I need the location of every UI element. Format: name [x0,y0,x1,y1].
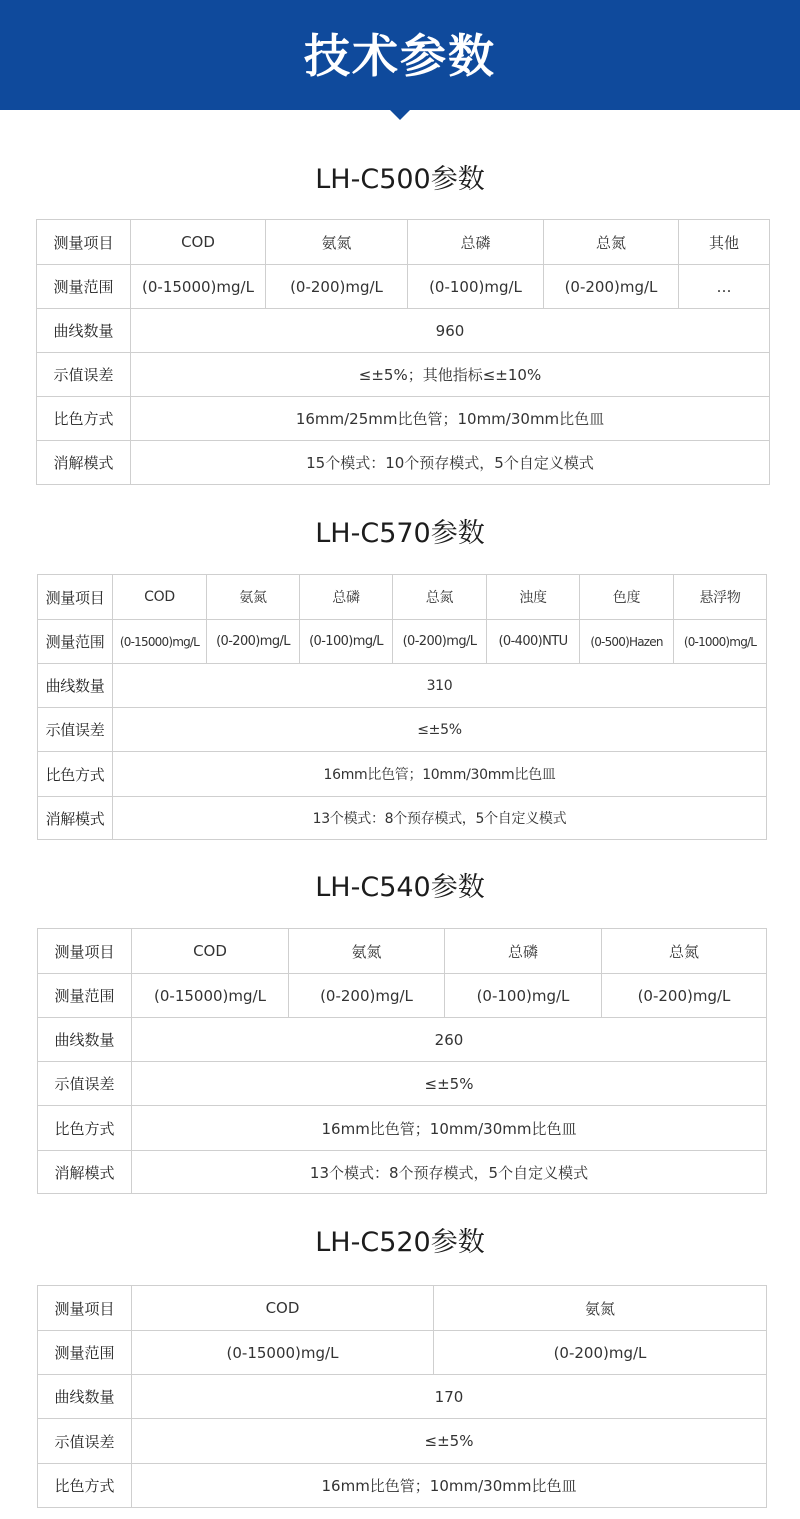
table-row [37,441,770,485]
spec-table-c570 [37,574,767,840]
table-row [37,397,770,441]
page-title: 技术参数 [304,29,496,83]
item-cell: 氨氮 [289,929,445,974]
row-label: 测量项目 [38,575,113,620]
item-cell: 总磷 [445,929,602,974]
row-label: 比色方式 [38,1464,132,1508]
row-label: 比色方式 [38,1106,132,1151]
range-cell: (0-100)mg/L [445,974,602,1018]
section-title-c570: LH-C570参数 [315,518,485,549]
item-cell: 氨氮 [434,1286,767,1331]
row-label: 测量范围 [38,620,113,664]
table-row [37,220,770,265]
item-cell: 浊度 [487,575,580,620]
row-label: 示值误差 [38,708,113,752]
range-cell: … [679,265,770,309]
colorimetry-value: 16mm比色管；10mm/30mm比色皿 [132,1464,767,1508]
table-row [38,1464,767,1508]
curves-value: 260 [132,1018,767,1062]
row-label: 测量项目 [37,220,131,265]
colorimetry-value: 16mm比色管；10mm/30mm比色皿 [132,1106,767,1151]
row-label: 示值误差 [37,353,131,397]
table-row [38,1018,767,1062]
row-label: 测量范围 [38,1331,132,1375]
row-label: 测量项目 [38,929,132,974]
row-label: 曲线数量 [38,1375,132,1419]
range-cell: (0-15000)mg/L [131,265,266,309]
error-value: ≤±5%；其他指标≤±10% [131,353,770,397]
section-title-c540: LH-C540参数 [315,872,485,903]
row-label: 测量范围 [38,974,132,1018]
table-row [38,1151,767,1194]
error-value: ≤±5% [113,708,767,752]
table-row [38,1331,767,1375]
range-cell: (0-200)mg/L [544,265,679,309]
item-cell: COD [132,929,289,974]
colorimetry-value: 16mm/25mm比色管；10mm/30mm比色皿 [131,397,770,441]
item-cell: 色度 [580,575,674,620]
section-title-c500: LH-C500参数 [315,164,485,195]
range-cell: (0-200)mg/L [393,620,487,664]
digestion-value: 13个模式：8个预存模式，5个自定义模式 [132,1151,767,1194]
table-row [38,974,767,1018]
row-label: 比色方式 [38,752,113,797]
range-cell: (0-200)mg/L [266,265,408,309]
curves-value: 960 [131,309,770,353]
item-cell: 氨氮 [266,220,408,265]
range-cell: (0-1000)mg/L [674,620,767,664]
section-title-c520: LH-C520参数 [315,1227,485,1258]
row-label: 消解模式 [38,797,113,840]
row-label: 示值误差 [38,1419,132,1464]
item-cell: COD [132,1286,434,1331]
table-row [38,797,767,840]
banner-pointer [388,108,412,120]
range-cell: (0-100)mg/L [408,265,544,309]
range-cell: (0-15000)mg/L [113,620,207,664]
table-row [37,309,770,353]
colorimetry-value: 16mm比色管；10mm/30mm比色皿 [113,752,767,797]
row-label: 比色方式 [37,397,131,441]
spec-table-c540 [37,928,767,1194]
spec-table-c520 [37,1285,767,1508]
row-label: 示值误差 [38,1062,132,1106]
range-cell: (0-200)mg/L [289,974,445,1018]
table-row [38,1106,767,1151]
digestion-value: 13个模式：8个预存模式，5个自定义模式 [113,797,767,840]
row-label: 测量范围 [37,265,131,309]
item-cell: 总氮 [544,220,679,265]
row-label: 测量项目 [38,1286,132,1331]
range-cell: (0-500)Hazen [580,620,674,664]
error-value: ≤±5% [132,1062,767,1106]
error-value: ≤±5% [132,1419,767,1464]
curves-value: 310 [113,664,767,708]
range-cell: (0-400)NTU [487,620,580,664]
range-cell: (0-15000)mg/L [132,1331,434,1375]
header-banner [0,0,800,110]
item-cell: 总磷 [300,575,393,620]
table-row [38,752,767,797]
table-row [38,708,767,752]
row-label: 曲线数量 [38,1018,132,1062]
table-row [38,929,767,974]
curves-value: 170 [132,1375,767,1419]
table-row [37,353,770,397]
item-cell: 总氮 [602,929,767,974]
table-row [38,1062,767,1106]
item-cell: 其他 [679,220,770,265]
spec-table-c500 [36,219,770,485]
item-cell: COD [113,575,207,620]
item-cell: 悬浮物 [674,575,767,620]
table-row [38,1419,767,1464]
table-row [38,1286,767,1331]
table-row [38,664,767,708]
row-label: 消解模式 [38,1151,132,1194]
range-cell: (0-200)mg/L [207,620,300,664]
table-row [38,1375,767,1419]
row-label: 曲线数量 [37,309,131,353]
table-row [38,575,767,620]
item-cell: 总氮 [393,575,487,620]
item-cell: 总磷 [408,220,544,265]
range-cell: (0-15000)mg/L [132,974,289,1018]
range-cell: (0-100)mg/L [300,620,393,664]
item-cell: COD [131,220,266,265]
row-label: 消解模式 [37,441,131,485]
range-cell: (0-200)mg/L [434,1331,767,1375]
digestion-value: 15个模式：10个预存模式，5个自定义模式 [131,441,770,485]
range-cell: (0-200)mg/L [602,974,767,1018]
table-row [38,620,767,664]
row-label: 曲线数量 [38,664,113,708]
item-cell: 氨氮 [207,575,300,620]
table-row [37,265,770,309]
